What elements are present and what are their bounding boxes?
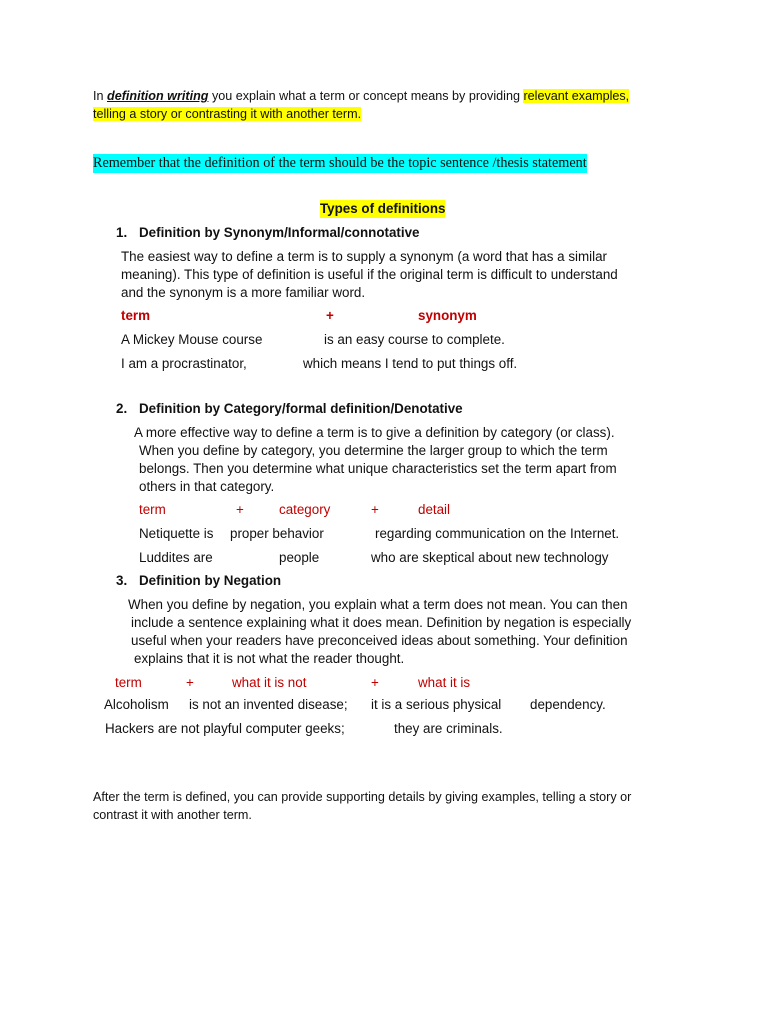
intro-middle: you explain what a term or concept means by providing <box>208 89 524 103</box>
example-3b-is: they are criminals. <box>394 721 503 736</box>
formula-3-plus-1: + <box>186 675 194 690</box>
section-1-number: 1. <box>116 225 128 240</box>
intro-prefix: In <box>93 89 108 103</box>
intro-line-2 <box>93 105 361 123</box>
example-2b-detail: who are skeptical about new technology <box>371 550 609 565</box>
example-2a-category: proper behavior <box>230 526 324 541</box>
example-3a-term: Alcoholism <box>104 697 169 712</box>
intro-highlight-1: relevant examples, <box>523 89 630 103</box>
example-2a-term: Netiquette is <box>139 526 214 541</box>
intro-line-1 <box>93 87 629 105</box>
section-1-line-2: meaning). This type of definition is useful if the original term is difficult to understand <box>121 267 618 282</box>
example-3a-end: dependency. <box>530 697 606 712</box>
outro-line-2: contrast it with another term. <box>93 808 252 822</box>
section-3-line-4: explains that it is not what the reader thought. <box>134 651 405 666</box>
intro-highlight-2: telling a story or contrasting it with another term. <box>93 107 362 121</box>
example-1b-term: I am a procrastinator, <box>121 356 247 371</box>
formula-1-synonym: synonym <box>418 308 477 323</box>
example-2b-category: people <box>279 550 320 565</box>
formula-3-term: term <box>115 675 142 690</box>
section-3-line-3: useful when your readers have preconceived ideas about something. Your definition <box>131 633 628 648</box>
section-2-line-2: When you define by category, you determine the larger group to which the term <box>139 443 608 458</box>
outro-line-1: After the term is defined, you can provide supporting details by giving examples, telling a story or <box>93 790 632 804</box>
formula-3-plus-2: + <box>371 675 379 690</box>
section-3-number: 3. <box>116 573 128 588</box>
example-3b-not: Hackers are not playful computer geeks; <box>105 721 345 736</box>
example-1b-definition: which means I tend to put things off. <box>303 356 518 371</box>
formula-2-plus-2: + <box>371 502 379 517</box>
formula-3-what-it-is-not: what it is not <box>232 675 307 690</box>
section-3-line-2: include a sentence explaining what it does mean. Definition by negation is especially <box>131 615 632 630</box>
section-1-line-1: The easiest way to define a term is to supply a synonym (a word that has a similar <box>121 249 607 264</box>
example-3a-is: it is a serious physical <box>371 697 502 712</box>
formula-1-term: term <box>121 308 151 323</box>
types-title: Types of definitions <box>320 201 446 216</box>
intro-emphasis: definition writing <box>107 89 209 103</box>
example-3a-not: is not an invented disease; <box>189 697 348 712</box>
formula-2-term: term <box>139 502 166 517</box>
section-3-line-1: When you define by negation, you explain what a term does not mean. You can then <box>128 597 628 612</box>
example-1a-term: A Mickey Mouse course <box>121 332 263 347</box>
formula-2-category: category <box>279 502 331 517</box>
example-1a-definition: is an easy course to complete. <box>324 332 505 347</box>
section-2-line-1: A more effective way to define a term is to give a definition by category (or class). <box>134 425 615 440</box>
example-2b-term: Luddites are <box>139 550 213 565</box>
section-1-heading: Definition by Synonym/Informal/connotative <box>139 225 420 240</box>
formula-2-detail: detail <box>418 502 451 517</box>
formula-1-plus: + <box>326 308 334 323</box>
remember-note: Remember that the definition of the term should be the topic sentence /thesis statement <box>93 155 587 171</box>
section-2-line-4: others in that category. <box>139 479 275 494</box>
example-2a-detail: regarding communication on the Internet. <box>375 526 620 541</box>
section-1-line-3: and the synonym is a more familiar word. <box>121 285 366 300</box>
formula-3-what-it-is: what it is <box>418 675 471 690</box>
section-2-heading: Definition by Category/formal definition/Denotative <box>139 401 463 416</box>
section-2-line-3: belongs. Then you determine what unique characteristics set the term apart from <box>139 461 617 476</box>
formula-2-plus-1: + <box>236 502 244 517</box>
section-3-heading: Definition by Negation <box>139 573 282 588</box>
section-2-number: 2. <box>116 401 128 416</box>
